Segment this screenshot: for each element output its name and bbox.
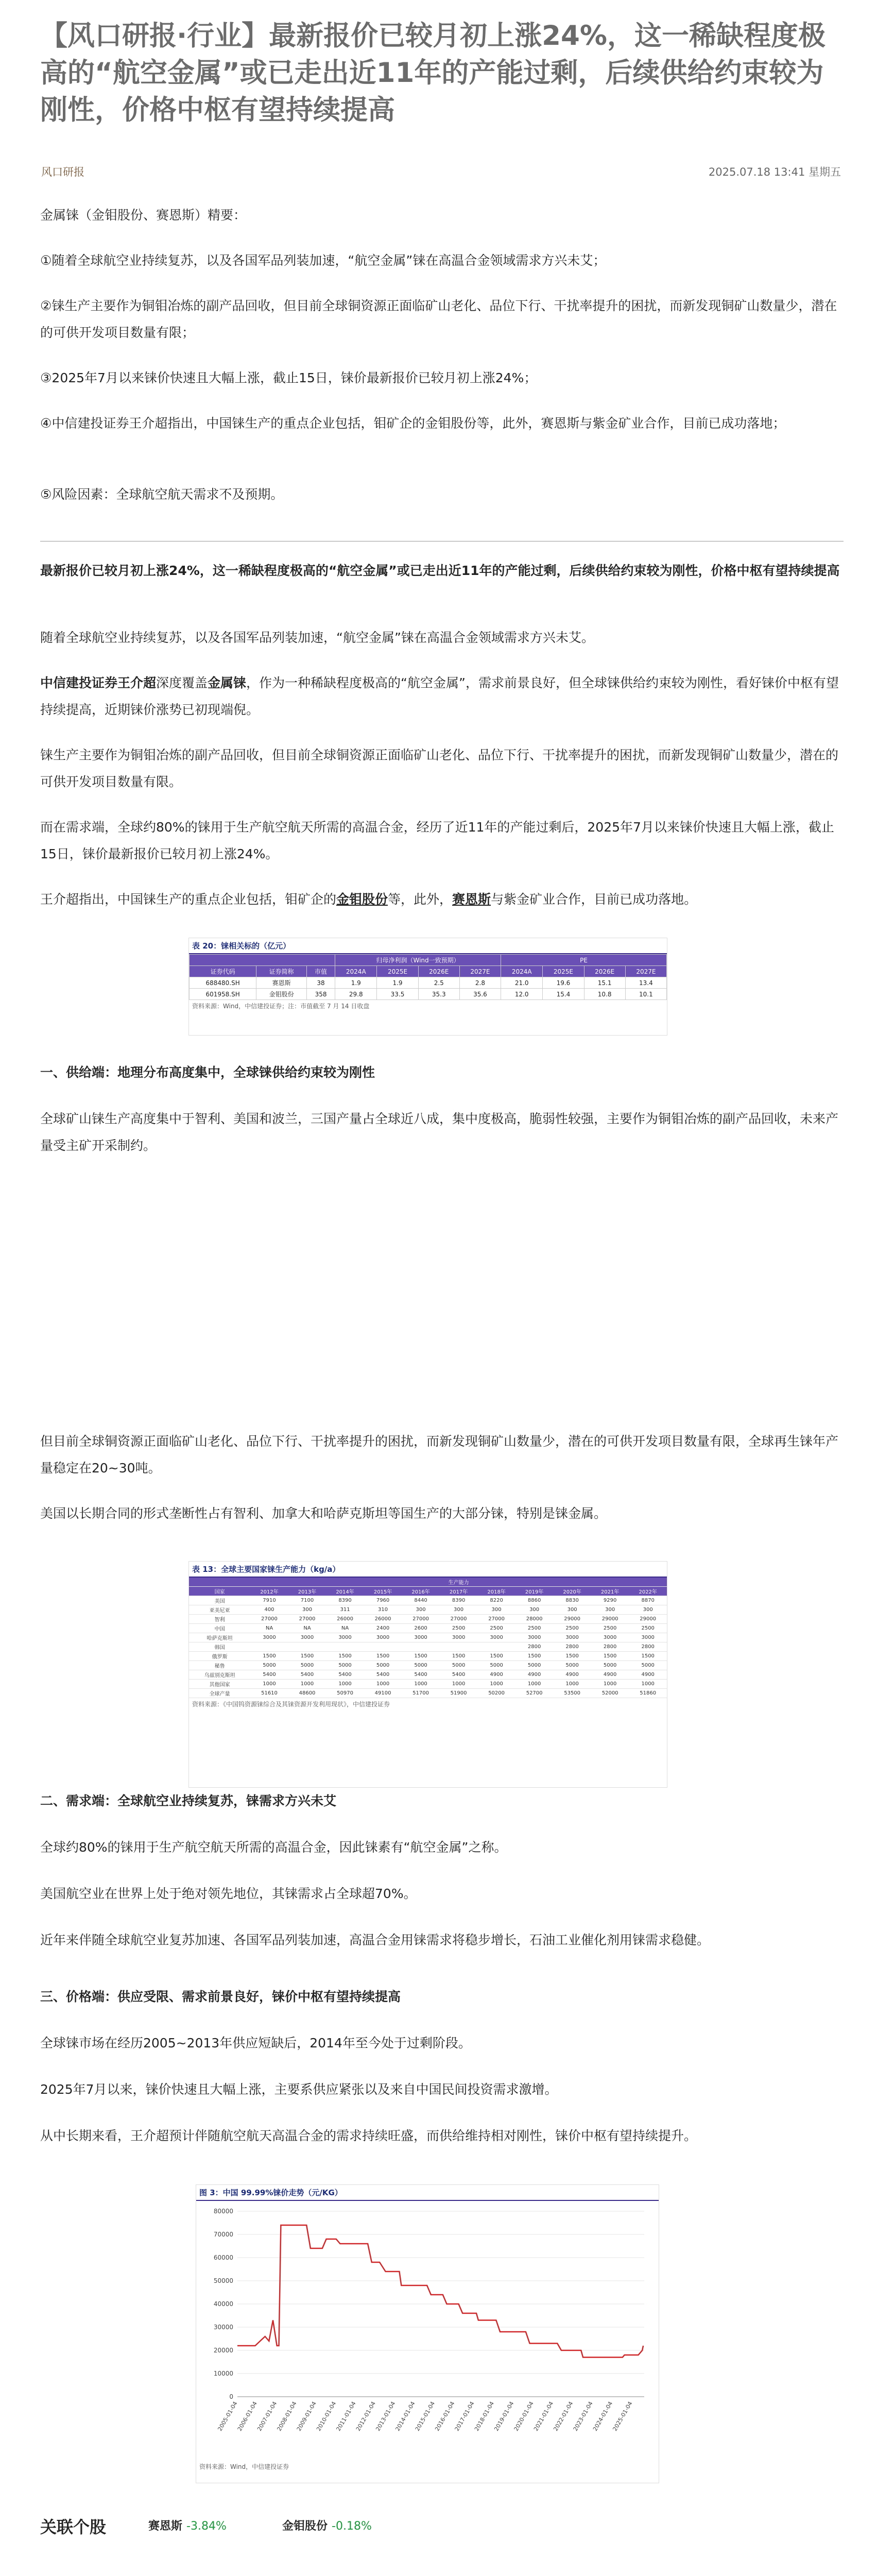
table-cell: 3000	[629, 1633, 667, 1642]
table-cell: 8870	[629, 1596, 667, 1605]
x-tick-label: 2005-01-04	[216, 2400, 239, 2432]
table-header-group	[190, 955, 667, 966]
x-tick-label: 2025-01-04	[611, 2400, 634, 2432]
table-cell: 1000	[629, 1680, 667, 1689]
stock-change: -3.84%	[186, 2520, 227, 2533]
x-tick-label: 2007-01-04	[256, 2400, 279, 2432]
stock-name: 金钼股份	[282, 2520, 328, 2533]
table-cell: 300	[515, 1605, 554, 1615]
table-cell: 5000	[553, 1661, 591, 1670]
table-13-header-cell: 2020年	[553, 1587, 591, 1596]
table-cell: 2.5	[418, 977, 459, 989]
table-cell: 300	[477, 1605, 515, 1615]
table-cell: 19.6	[543, 977, 584, 989]
table-cell: 7910	[250, 1596, 288, 1605]
y-tick-label: 40000	[213, 2300, 233, 2308]
source-label[interactable]: 风口研报	[41, 166, 84, 178]
analyst-name: 中信建投证券王介超	[40, 675, 157, 690]
table-cell: 2.8	[459, 977, 501, 989]
stock-change: -0.18%	[332, 2520, 372, 2533]
table-cell: 400	[250, 1605, 288, 1615]
table-row	[189, 1661, 667, 1670]
table-cell: 3000	[440, 1633, 478, 1642]
x-tick-label: 2008-01-04	[276, 2400, 298, 2432]
table-cell: 其他国家	[189, 1680, 250, 1689]
table-cell: 1000	[591, 1680, 629, 1689]
text-span: 等，此外，	[388, 892, 453, 907]
table-13-figure	[188, 1561, 667, 1788]
table-cell: 5000	[515, 1661, 554, 1670]
table-header-row	[190, 966, 667, 977]
table-cell	[440, 1642, 478, 1652]
table-row	[189, 1605, 667, 1615]
table-20-header-cell: 2024A	[501, 966, 543, 977]
table-cell: 51860	[629, 1689, 667, 1698]
table-cell: 300	[288, 1605, 326, 1615]
table-cell: 2500	[629, 1624, 667, 1633]
x-tick-label: 2006-01-04	[236, 2400, 259, 2432]
x-tick-label: 2022-01-04	[552, 2400, 575, 2432]
table-13-header-cell: 2019年	[515, 1587, 554, 1596]
table-cell: 5000	[250, 1661, 288, 1670]
table-cell: 10.8	[584, 989, 625, 1000]
table-20-title: 表 20：铼相关标的（亿元）	[189, 938, 667, 954]
table-cell: 26000	[364, 1615, 402, 1624]
table-cell: 韩国	[189, 1642, 250, 1652]
related-stock-saiensi[interactable]	[148, 2517, 227, 2533]
table-cell: 3000	[364, 1633, 402, 1642]
table-cell: 4900	[591, 1670, 629, 1680]
table-cell: 8830	[553, 1596, 591, 1605]
table-cell: 1000	[250, 1680, 288, 1689]
table-13-header-cell: 2015年	[364, 1587, 402, 1596]
table-cell: 38	[307, 977, 335, 989]
table-cell: 26000	[326, 1615, 364, 1624]
stock-name: 赛恩斯	[148, 2520, 183, 2533]
table-cell: 300	[440, 1605, 478, 1615]
table-cell: 51700	[402, 1689, 440, 1698]
table-20-header-cell: 2025E	[377, 966, 418, 977]
text-span: 王介超指出，中国铼生产的重点企业包括，钼矿企的	[40, 892, 337, 907]
table-cell: 3000	[553, 1633, 591, 1642]
table-cell: 1.9	[335, 977, 377, 989]
table-cell: 金钼股份	[256, 989, 307, 1000]
table-cell: 2800	[629, 1642, 667, 1652]
article-meta	[41, 164, 841, 179]
table-cell: 3000	[515, 1633, 554, 1642]
table-cell: 3000	[288, 1633, 326, 1642]
table-13-source: 资料来源：《中国钨资源铼综合及其铼资源开发利用现状》，中信建投证券	[192, 1701, 390, 1708]
table-cell: 智利	[189, 1615, 250, 1624]
table-cell: 29000	[629, 1615, 667, 1624]
table-cell	[477, 1642, 515, 1652]
section-2-paragraph-1: 全球约80%的铼用于生产航空航天所需的高温合金，因此铼素有“航空金属”之称。	[40, 1840, 507, 1855]
section-2-heading: 二、需求端：全球航空业持续复苏，铼需求方兴未艾	[40, 1793, 337, 1808]
table-cell: 8860	[515, 1596, 554, 1605]
table-header-profit: 归母净利润（Wind一致预期）	[335, 955, 501, 966]
price-series-line	[237, 2225, 643, 2358]
table-cell: 29000	[553, 1615, 591, 1624]
table-cell	[250, 1642, 288, 1652]
table-cell: 2800	[591, 1642, 629, 1652]
x-tick-label: 2010-01-04	[315, 2400, 338, 2432]
section-1-paragraph-1: 全球矿山铼生产高度集中于智利、美国和波兰，三国产量占全球近八成，集中度极高，脆弱性较强，主要作为铜钼冶炼的副产品回收，未来产量受主矿开采制约。	[40, 1111, 839, 1153]
summary-point-5: ⑤风险因素：全球航空航天需求不及预期。	[40, 487, 284, 502]
table-20-header-cell: 2027E	[625, 966, 666, 977]
table-cell: 5400	[364, 1670, 402, 1680]
table-cell: 1500	[364, 1652, 402, 1661]
table-cell: 33.5	[377, 989, 418, 1000]
metal-name: 金属铼	[208, 675, 247, 690]
table-row	[190, 977, 667, 989]
table-cell: NA	[250, 1624, 288, 1633]
table-header-blank	[190, 955, 335, 966]
table-cell: 2400	[364, 1624, 402, 1633]
table-cell: 12.0	[501, 989, 543, 1000]
table-cell: 10.1	[625, 989, 666, 1000]
section-3-heading: 三、价格端：供应受限、需求前景良好，铼价中枢有望持续提高	[40, 1989, 401, 2004]
table-cell: 8390	[440, 1596, 478, 1605]
table-20-header-cell: 2025E	[543, 966, 584, 977]
y-tick-label: 10000	[213, 2370, 233, 2377]
table-cell: NA	[326, 1624, 364, 1633]
table-cell: 601958.SH	[190, 989, 256, 1000]
table-cell: 358	[307, 989, 335, 1000]
table-cell: 5000	[477, 1661, 515, 1670]
table-cell: 300	[553, 1605, 591, 1615]
table-cell: 1500	[402, 1652, 440, 1661]
table-cell: 哈萨克斯坦	[189, 1633, 250, 1642]
table-cell: 中国	[189, 1624, 250, 1633]
table-cell: 53500	[553, 1689, 591, 1698]
table-header-pe: PE	[501, 955, 667, 966]
table-cell: 51610	[250, 1689, 288, 1698]
table-row	[189, 1615, 667, 1624]
table-cell: 4900	[477, 1670, 515, 1680]
table-cell: 2500	[553, 1624, 591, 1633]
y-tick-label: 30000	[213, 2324, 233, 2331]
table-20-header-cell: 市值	[307, 966, 335, 977]
y-tick-label: 60000	[213, 2254, 233, 2261]
table-header-row	[189, 1587, 667, 1596]
table-cell: 5400	[440, 1670, 478, 1680]
x-tick-label: 2018-01-04	[473, 2400, 496, 2432]
table-cell: 8390	[326, 1596, 364, 1605]
table-cell: NA	[288, 1624, 326, 1633]
summary-point-3: ③2025年7月以来铼价快速且大幅上涨，截止15日，铼价最新报价已较月初上涨24%；	[40, 370, 537, 385]
table-20-figure	[188, 938, 667, 1036]
table-cell: 2500	[477, 1624, 515, 1633]
table-cell: 5000	[591, 1661, 629, 1670]
table-cell: 3000	[250, 1633, 288, 1642]
table-20	[189, 954, 667, 1000]
table-cell: 300	[402, 1605, 440, 1615]
table-cell: 5000	[288, 1661, 326, 1670]
table-cell: 15.4	[543, 989, 584, 1000]
table-cell	[364, 1642, 402, 1652]
table-cell: 1500	[553, 1652, 591, 1661]
x-tick-label: 2019-01-04	[493, 2400, 515, 2432]
table-cell: 秘鲁	[189, 1661, 250, 1670]
table-cell: 5000	[440, 1661, 478, 1670]
table-cell: 27000	[250, 1615, 288, 1624]
table-cell	[288, 1642, 326, 1652]
table-cell: 5400	[402, 1670, 440, 1680]
article-title: 【风口研报·行业】最新报价已较月初上涨24%，这一稀缺程度极高的“航空金属”或已走出近11年的产能过剩，后续供给约束较为刚性，价格中枢有望持续提高	[40, 20, 826, 126]
paragraph-1: 随着全球航空业持续复苏，以及各国军品列装加速，“航空金属”铼在高温合金领域需求方兴未艾。	[40, 630, 594, 645]
table-cell: 3000	[477, 1633, 515, 1642]
table-body	[189, 1596, 667, 1698]
summary-point-4: ④中信建投证券王介超指出，中国铼生产的重点企业包括，钼矿企的金钼股份等，此外，赛恩斯与紫金矿业合作，目前已成功落地；	[40, 416, 786, 431]
table-cell: 5400	[288, 1670, 326, 1680]
section-3-paragraph-3: 从中长期来看，王介超预计伴随航空航天高温合金的需求持续旺盛，而供给维持相对刚性，铼价中枢有望持续提升。	[40, 2128, 697, 2143]
table-row	[189, 1652, 667, 1661]
table-cell: 27000	[477, 1615, 515, 1624]
table-cell: 1500	[326, 1652, 364, 1661]
paragraph-4: 而在需求端，全球约80%的铼用于生产航空航天所需的高温合金，经历了近11年的产能过剩后，2025年7月以来铼价快速且大幅上涨，截止15日，铼价最新报价已较月初上涨24%。	[40, 820, 834, 861]
table-cell: 7960	[364, 1596, 402, 1605]
table-cell: 49100	[364, 1689, 402, 1698]
price-chart-title: 图 3：中国 99.99%铼价走势（元/KG）	[196, 2185, 659, 2201]
table-cell: 7100	[288, 1596, 326, 1605]
section-3-paragraph-2: 2025年7月以来，铼价快速且大幅上涨，主要系供应紧张以及来自中国民间投资需求激增。	[40, 2082, 558, 2097]
table-cell: 2500	[591, 1624, 629, 1633]
table-cell: 5000	[402, 1661, 440, 1670]
table-cell: 1500	[440, 1652, 478, 1661]
text-span: 深度覆盖	[156, 675, 208, 690]
price-chart-figure	[196, 2184, 659, 2483]
y-tick-label: 0	[229, 2393, 233, 2400]
paragraph-2	[40, 670, 844, 723]
x-tick-label: 2012-01-04	[354, 2400, 377, 2432]
section-2-paragraph-3: 近年来伴随全球航空业复苏加速、各国军品列装加速，高温合金用铼需求将稳步增长，石油工业催化剂用铼需求稳健。	[40, 1933, 710, 1947]
table-cell: 1000	[364, 1680, 402, 1689]
table-cell: 9290	[591, 1596, 629, 1605]
table-cell: 美国	[189, 1596, 250, 1605]
table-cell: 300	[629, 1605, 667, 1615]
price-chart	[196, 2201, 659, 2459]
table-cell: 1000	[402, 1680, 440, 1689]
table-cell: 俄罗斯	[189, 1652, 250, 1661]
table-cell: 27000	[402, 1615, 440, 1624]
x-tick-label: 2024-01-04	[592, 2400, 614, 2432]
table-cell: 35.3	[418, 989, 459, 1000]
section-3-paragraph-1: 全球铼市场在经历2005~2013年供应短缺后，2014年至今处于过剩阶段。	[40, 2036, 471, 2050]
table-13-header-cell: 2021年	[591, 1587, 629, 1596]
table-cell: 2800	[553, 1642, 591, 1652]
table-cell: 3000	[326, 1633, 364, 1642]
table-row	[189, 1596, 667, 1605]
table-20-header-cell: 2026E	[584, 966, 625, 977]
table-cell: 1.9	[377, 977, 418, 989]
table-20-header-cell: 证券代码	[190, 966, 256, 977]
table-cell: 35.6	[459, 989, 501, 1000]
section-1-paragraph-3: 美国以长期合同的形式垄断性占有智利、加拿大和哈萨克斯坦等国生产的大部分铼，特别是铼金属。	[40, 1506, 607, 1521]
table-cell: 50200	[477, 1689, 515, 1698]
x-tick-label: 2017-01-04	[453, 2400, 476, 2432]
table-cell: 5400	[326, 1670, 364, 1680]
table-cell: 2600	[402, 1624, 440, 1633]
table-cell: 亚美尼亚	[189, 1605, 250, 1615]
table-13-header-cell: 2013年	[288, 1587, 326, 1596]
headline: 最新报价已较月初上涨24%，这一稀缺程度极高的“航空金属”或已走出近11年的产能过剩，后续供给约束较为刚性，价格中枢有望持续提高	[40, 563, 840, 578]
x-tick-label: 2013-01-04	[374, 2400, 397, 2432]
section-1-paragraph-2: 但目前全球铜资源正面临矿山老化、品位下行、干扰率提升的困扰，而新发现铜矿山数量少，潜在的可供开发项目数量有限，全球再生铼年产量稳定在20~30吨。	[40, 1434, 839, 1476]
related-stock-jinmu[interactable]	[282, 2517, 372, 2533]
table-20-header-cell: 2027E	[459, 966, 501, 977]
x-tick-label: 2023-01-04	[572, 2400, 594, 2432]
table-20-header-cell: 证券简称	[256, 966, 307, 977]
x-tick-label: 2014-01-04	[394, 2400, 417, 2432]
table-cell: 310	[364, 1605, 402, 1615]
table-cell: 1000	[288, 1680, 326, 1689]
table-row	[189, 1689, 667, 1698]
publish-date: 2025.07.18 13:41 星期五	[708, 166, 841, 178]
x-tick-label: 2020-01-04	[512, 2400, 535, 2432]
stock-link-jinmu[interactable]: 金钼股份	[336, 892, 388, 907]
y-tick-label: 70000	[213, 2231, 233, 2238]
paragraph-3: 铼生产主要作为铜钼冶炼的副产品回收，但目前全球铜资源正面临矿山老化、品位下行、干扰率提升的困扰，而新发现铜矿山数量少，潜在的可供开发项目数量有限。	[40, 748, 839, 789]
table-cell: 27000	[440, 1615, 478, 1624]
table-header-capacity: 生产能力	[250, 1578, 667, 1587]
table-13-header-cell: 2012年	[250, 1587, 288, 1596]
table-cell: 8220	[477, 1596, 515, 1605]
table-13-title: 表 13：全球主要国家铼生产能力（kg/a）	[189, 1562, 667, 1578]
table-13-header-cell: 2018年	[477, 1587, 515, 1596]
table-13-header-cell: 2022年	[629, 1587, 667, 1596]
table-cell: 5000	[364, 1661, 402, 1670]
table-cell: 15.1	[584, 977, 625, 989]
intro-text: 金属铼（金钼股份、赛恩斯）精要：	[40, 208, 247, 223]
text-span: ，作为一种稀缺程度极高的“航空金属”，需求前景良好，但全球铼供给约束较为刚性，看好铼价中枢有望持续提高，近期铼价涨势已初现端倪。	[40, 675, 839, 717]
table-cell: 赛恩斯	[256, 977, 307, 989]
table-cell: 48600	[288, 1689, 326, 1698]
table-cell: 1000	[477, 1680, 515, 1689]
table-cell: 3000	[402, 1633, 440, 1642]
y-tick-label: 50000	[213, 2277, 233, 2284]
x-tick-label: 2011-01-04	[335, 2400, 357, 2432]
x-tick-label: 2021-01-04	[532, 2400, 555, 2432]
table-cell: 2800	[515, 1642, 554, 1652]
table-body	[190, 977, 667, 1000]
table-row	[189, 1633, 667, 1642]
y-tick-label: 20000	[213, 2347, 233, 2354]
table-cell: 5000	[629, 1661, 667, 1670]
table-cell: 1000	[326, 1680, 364, 1689]
table-header-group	[189, 1578, 667, 1587]
section-2-paragraph-2: 美国航空业在世界上处于绝对领先地位，其铼需求占全球超70%。	[40, 1886, 417, 1901]
table-row	[190, 989, 667, 1000]
table-cell: 50970	[326, 1689, 364, 1698]
table-cell: 5400	[250, 1670, 288, 1680]
table-cell: 1000	[440, 1680, 478, 1689]
paragraph-5	[40, 886, 844, 913]
table-13-header-cell: 2017年	[440, 1587, 478, 1596]
table-cell: 1500	[629, 1652, 667, 1661]
summary-point-2: ②铼生产主要作为铜钼冶炼的副产品回收，但目前全球铜资源正面临矿山老化、品位下行、干扰率提升的困扰，而新发现铜矿山数量少，潜在的可供开发项目数量有限；	[40, 298, 837, 340]
table-13-header-cell: 2014年	[326, 1587, 364, 1596]
table-cell: 28000	[515, 1615, 554, 1624]
table-row	[189, 1670, 667, 1680]
table-row	[189, 1642, 667, 1652]
table-cell: 5000	[326, 1661, 364, 1670]
stock-link-saiensi[interactable]: 赛恩斯	[452, 892, 491, 907]
table-cell: 全球产量	[189, 1689, 250, 1698]
table-cell: 688480.SH	[190, 977, 256, 989]
section-1-heading: 一、供给端：地理分布高度集中，全球铼供给约束较为刚性	[40, 1065, 375, 1080]
table-cell: 1500	[591, 1652, 629, 1661]
table-cell: 4900	[515, 1670, 554, 1680]
table-cell: 29000	[591, 1615, 629, 1624]
table-20-header-cell: 2026E	[418, 966, 459, 977]
table-cell: 1500	[288, 1652, 326, 1661]
table-header-blank	[189, 1578, 250, 1587]
table-cell: 1000	[553, 1680, 591, 1689]
table-13	[189, 1578, 667, 1698]
table-cell: 8440	[402, 1596, 440, 1605]
table-cell: 2500	[440, 1624, 478, 1633]
table-cell: 2500	[515, 1624, 554, 1633]
x-tick-label: 2009-01-04	[295, 2400, 318, 2432]
table-13-header-cell: 国家	[189, 1587, 250, 1596]
table-20-source: 资料来源：Wind，中信建投证券；注：市值截至 7 月 14 日收盘	[192, 1003, 370, 1010]
table-cell: 3000	[591, 1633, 629, 1642]
table-cell: 21.0	[501, 977, 543, 989]
table-13-header-cell: 2016年	[402, 1587, 440, 1596]
table-cell: 1000	[515, 1680, 554, 1689]
table-cell: 1500	[515, 1652, 554, 1661]
table-cell: 52700	[515, 1689, 554, 1698]
summary-point-1: ①随着全球航空业持续复苏，以及各国军品列装加速，“航空金属”铼在高温合金领域需求方兴未艾；	[40, 253, 606, 268]
table-20-header-cell: 2024A	[335, 966, 377, 977]
table-cell: 13.4	[625, 977, 666, 989]
y-tick-label: 80000	[213, 2208, 233, 2215]
related-stocks-label: 关联个股	[40, 2517, 107, 2537]
table-cell: 311	[326, 1605, 364, 1615]
table-cell: 51900	[440, 1689, 478, 1698]
table-cell: 1500	[250, 1652, 288, 1661]
table-cell: 52000	[591, 1689, 629, 1698]
text-span: 与紫金矿业合作，目前已成功落地。	[491, 892, 697, 907]
table-cell: 4900	[629, 1670, 667, 1680]
x-tick-label: 2016-01-04	[434, 2400, 456, 2432]
table-cell	[326, 1642, 364, 1652]
related-stocks	[40, 2514, 844, 2561]
table-row	[189, 1680, 667, 1689]
table-cell: 29.8	[335, 989, 377, 1000]
table-cell: 300	[591, 1605, 629, 1615]
table-cell: 乌兹别克斯坦	[189, 1670, 250, 1680]
table-cell	[402, 1642, 440, 1652]
table-cell: 27000	[288, 1615, 326, 1624]
price-chart-source: 资料来源：Wind，中信建投证券	[199, 2463, 289, 2470]
table-cell: 4900	[553, 1670, 591, 1680]
table-cell: 1500	[477, 1652, 515, 1661]
x-tick-label: 2015-01-04	[414, 2400, 437, 2432]
table-row	[189, 1624, 667, 1633]
